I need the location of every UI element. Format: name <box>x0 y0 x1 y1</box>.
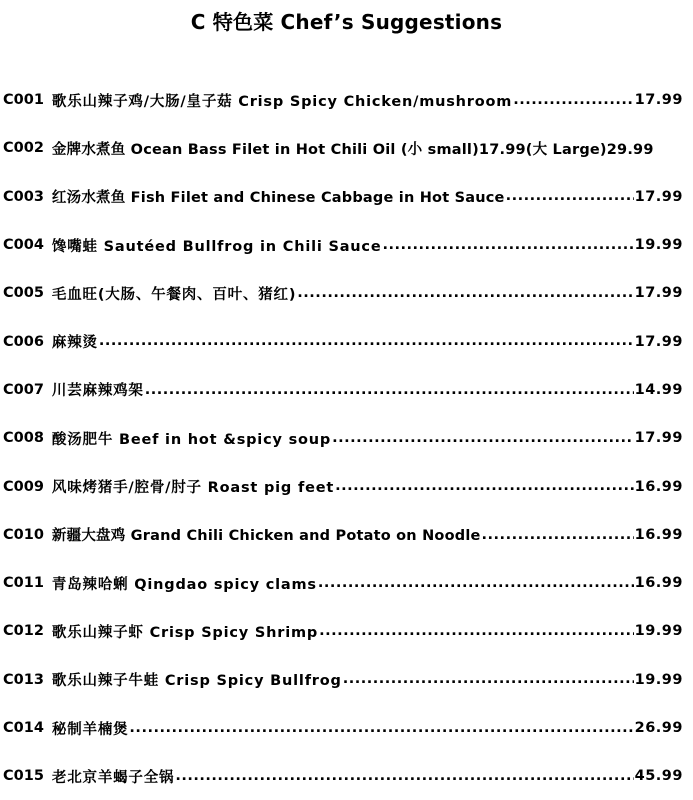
menu-item <box>3 704 683 752</box>
menu-list <box>3 76 683 800</box>
menu-item <box>3 173 683 221</box>
item-name: 风味烤猪手/腔骨/肘子 Roast pig feet <box>51 480 335 497</box>
menu-item <box>3 752 683 800</box>
item-price: 45.99 <box>634 768 683 785</box>
dot-leader <box>335 479 634 494</box>
dot-leader <box>332 431 634 446</box>
item-name: 歌乐山辣子鸡/大肠/皇子菇 Crisp Spicy Chicken/mushroom <box>51 93 513 110</box>
item-price: 16.99 <box>634 478 683 495</box>
item-code: C009 <box>3 478 44 495</box>
item-code: C008 <box>3 430 44 447</box>
item-price: 17.99 <box>634 333 683 350</box>
dot-leader <box>382 238 633 253</box>
dot-leader <box>318 576 634 591</box>
item-name: 酸汤肥牛 Beef in hot &spicy soup <box>51 431 332 448</box>
item-code: C014 <box>3 720 44 736</box>
dot-leader <box>129 721 633 736</box>
dot-leader <box>513 93 633 108</box>
item-price: 19.99 <box>634 237 683 254</box>
dot-leader <box>506 189 634 204</box>
item-price: 17.99 <box>634 430 683 447</box>
item-price: 16.99 <box>634 526 683 543</box>
item-code: C002 <box>3 140 44 157</box>
item-name: 麻辣烫 <box>51 335 98 352</box>
item-name: 歌乐山辣子牛蛙 Crisp Spicy Bullfrog <box>51 673 342 690</box>
item-price: 17.99 <box>634 92 683 109</box>
item-name: 秘制羊楠煲 <box>51 721 129 738</box>
item-name: 馋嘴蛙 Sautéed Bullfrog in Chili Sauce <box>51 238 382 255</box>
dot-leader <box>343 672 634 687</box>
menu-item <box>3 269 683 317</box>
menu-item <box>3 414 683 462</box>
item-code: C015 <box>3 768 44 785</box>
item-price: 26.99 <box>634 720 683 736</box>
item-code: C011 <box>3 575 44 592</box>
item-name: 歌乐山辣子虾 Crisp Spicy Shrimp <box>51 624 319 641</box>
page-title: C 特色菜 Chef’s Suggestions <box>190 10 503 34</box>
dot-leader <box>145 383 634 398</box>
item-name: 毛血旺(大肠、午餐肉、百叶、猪红) <box>51 286 297 303</box>
menu-item <box>3 511 683 559</box>
item-code: C005 <box>3 285 44 302</box>
item-price: 17.99 <box>634 188 683 205</box>
menu-item <box>3 221 683 269</box>
item-price: 14.99 <box>634 381 683 398</box>
dot-leader <box>319 624 634 639</box>
menu-item <box>3 607 683 655</box>
item-name: 红汤水煮鱼 Fish Filet and Chinese Cabbage in Hot Sauce <box>51 190 505 207</box>
item-name: 新疆大盘鸡 Grand Chili Chicken and Potato on Noodle <box>51 528 481 545</box>
item-price: 16.99 <box>634 575 683 592</box>
item-price: 19.99 <box>634 623 683 640</box>
item-name: 青岛辣哈蜊 Qingdao spicy clams <box>51 576 317 593</box>
item-price: 19.99 <box>634 671 683 688</box>
menu-item <box>3 462 683 510</box>
dot-leader <box>297 286 633 301</box>
menu-item <box>3 124 683 172</box>
item-price: 17.99 <box>634 285 683 302</box>
dot-leader <box>99 334 634 349</box>
item-code: C013 <box>3 671 44 688</box>
menu-item <box>3 656 683 704</box>
item-code: C012 <box>3 623 44 640</box>
menu-item <box>3 317 683 365</box>
item-name: 金牌水煮鱼 Ocean Bass Filet in Hot Chili Oil (小 small)17.99(大 Large)29.99 <box>51 141 654 158</box>
item-code: C007 <box>3 381 44 398</box>
dot-leader <box>482 528 634 543</box>
item-code: C001 <box>3 92 44 109</box>
item-name: 川芸麻辣鸡架 <box>51 383 144 400</box>
item-code: C006 <box>3 333 44 350</box>
menu-item <box>3 76 683 124</box>
item-name: 老北京羊蝎子全锅 <box>51 769 175 786</box>
item-code: C004 <box>3 237 44 254</box>
menu-item <box>3 366 683 414</box>
menu-item <box>3 559 683 607</box>
dot-leader <box>175 769 633 784</box>
item-code: C003 <box>3 188 44 205</box>
item-code: C010 <box>3 526 44 543</box>
